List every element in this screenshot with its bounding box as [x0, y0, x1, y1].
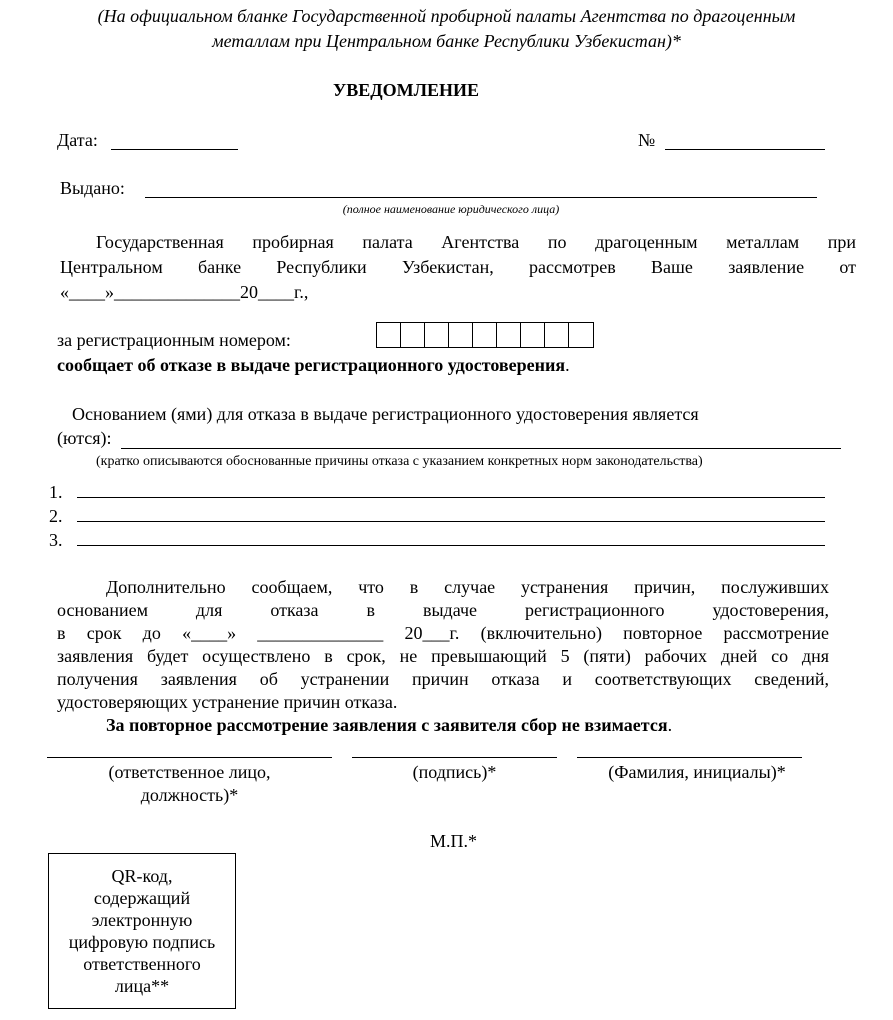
- reg-number-boxes: [376, 322, 594, 348]
- reg-number-cell: [401, 323, 425, 347]
- issued-field-line: [145, 197, 817, 198]
- reg-number-cell: [545, 323, 569, 347]
- responsible-sign-line: [47, 757, 332, 758]
- qr-line: электронную: [91, 910, 193, 930]
- numbered-label-1: 1.: [49, 482, 63, 502]
- qr-line: QR-код,: [111, 866, 173, 886]
- number-field-line: [665, 149, 825, 150]
- para2-line-6: удостоверяющих устранение причин отказа.: [57, 692, 398, 712]
- reg-number-cell: [473, 323, 497, 347]
- fee-statement: [106, 714, 672, 736]
- para2-line-4: заявления будет осуществлено в срок, не превышающий 5 (пяти) рабочих дней со дня: [57, 646, 829, 666]
- page-title: УВЕДОМЛЕНИЕ: [332, 80, 480, 100]
- refusal-end: .: [565, 355, 570, 375]
- responsible-caption-1: (ответственное лицо,: [108, 762, 271, 782]
- numbered-label-3: 3.: [49, 530, 63, 550]
- reg-number-cell: [569, 323, 593, 347]
- grounds-line-2: (ются):: [57, 428, 112, 448]
- number-label: №: [638, 130, 656, 150]
- refusal-bold: сообщает об отказе в выдаче регистрационного удостоверения: [57, 355, 566, 375]
- reg-number-cell: [497, 323, 521, 347]
- numbered-line-3: [77, 545, 825, 546]
- reg-label: за регистрационным номером:: [57, 330, 291, 350]
- reg-number-cell: [521, 323, 545, 347]
- qr-line: лица**: [114, 976, 170, 996]
- date-field-line: [111, 149, 238, 150]
- numbered-label-2: 2.: [49, 506, 63, 526]
- name-caption: (Фамилия, инициалы)*: [608, 762, 786, 782]
- issued-caption: (полное наименование юридического лица): [342, 202, 560, 216]
- header-line-2: металлам при Центральном банке Республики Узбекистан)*: [212, 31, 681, 51]
- numbered-line-2: [77, 521, 825, 522]
- para1-line-2: Центральном банке Республики Узбекистан, рассмотрев Ваше заявление от: [60, 257, 856, 277]
- refusal-statement: [57, 354, 570, 376]
- qr-line: содержащий: [93, 888, 191, 908]
- signature-caption: (подпись)*: [412, 762, 497, 782]
- reg-number-cell: [425, 323, 449, 347]
- qr-code-text: [69, 865, 216, 997]
- para1-line-3: «____»______________20____г.,: [60, 282, 309, 302]
- header-line-1: (На официальном бланке Государственной пробирной палаты Агентства по драгоценным: [97, 6, 796, 26]
- grounds-field-line: [121, 448, 841, 449]
- numbered-line-1: [77, 497, 825, 498]
- name-line: [577, 757, 802, 758]
- grounds-caption: (кратко описываются обоснованные причины отказа с указанием конкретных норм законодательства): [96, 454, 703, 469]
- stamp-label: М.П.*: [430, 831, 478, 851]
- date-label: Дата:: [57, 130, 98, 150]
- para2-line-3: в срок до «____» ______________ 20___г. (включительно) повторное рассмотрение: [57, 623, 829, 643]
- reg-number-cell: [377, 323, 401, 347]
- fee-bold: За повторное рассмотрение заявления с заявителя сбор не взимается: [106, 715, 668, 735]
- reg-number-cell: [449, 323, 473, 347]
- grounds-line-1: Основанием (ями) для отказа в выдаче регистрационного удостоверения является: [72, 404, 699, 424]
- fee-end: .: [667, 715, 673, 735]
- issued-label: Выдано:: [60, 178, 125, 198]
- para2-line-2: основанием для отказа в выдаче регистрационного удостоверения,: [57, 600, 829, 620]
- signature-line: [352, 757, 557, 758]
- qr-code-box: [48, 853, 236, 1009]
- para1-line-1: Государственная пробирная палата Агентства по драгоценным металлам при: [96, 232, 856, 252]
- qr-line: цифровую подпись: [68, 932, 216, 952]
- para2-line-5: получения заявления об устранении причин отказа и соответствующих сведений,: [57, 669, 829, 689]
- responsible-caption-2: должность)*: [140, 785, 239, 805]
- qr-line: ответственного: [83, 954, 201, 974]
- para2-line-1: Дополнительно сообщаем, что в случае устранения причин, послуживших: [106, 577, 829, 597]
